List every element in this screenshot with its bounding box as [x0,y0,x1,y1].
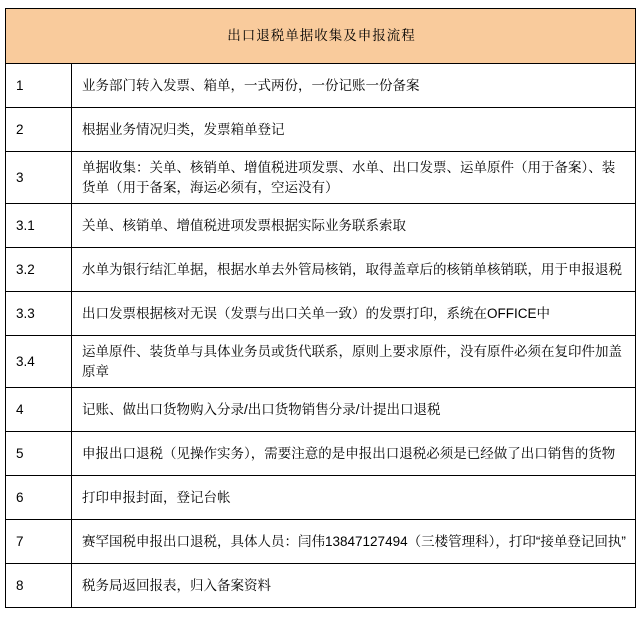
row-text: 申报出口退税（见操作实务），需要注意的是申报出口退税必须是已经做了出口销售的货物 [72,432,636,476]
table-row [6,64,636,108]
table-row [6,292,636,336]
table-row [6,432,636,476]
row-index: 3 [6,152,72,204]
table-row [6,336,636,388]
row-text: 赛罕国税申报出口退税，具体人员：闫伟13847127494（三楼管理科），打印“接单登记回执” [72,520,636,564]
row-text: 关单、核销单、增值税进项发票根据实际业务联系索取 [72,204,636,248]
document-title: 出口退税单据收集及申报流程 [6,9,636,64]
export-tax-refund-flow-table [5,8,636,608]
row-text: 水单为银行结汇单据，根据水单去外管局核销，取得盖章后的核销单核销联，用于申报退税 [72,248,636,292]
row-index: 3.1 [6,204,72,248]
row-text: 业务部门转入发票、箱单，一式两份，一份记账一份备案 [72,64,636,108]
table-row [6,108,636,152]
row-text: 单据收集：关单、核销单、增值税进项发票、水单、出口发票、运单原件（用于备案）、装货单（用于备案，海运必须有，空运没有） [72,152,636,204]
table-row [6,204,636,248]
row-text: 税务局返回报表，归入备案资料 [72,564,636,608]
row-index: 6 [6,476,72,520]
table-body [6,9,636,608]
row-index: 8 [6,564,72,608]
row-text: 运单原件、装货单与具体业务员或货代联系，原则上要求原件，没有原件必须在复印件加盖原章 [72,336,636,388]
row-index: 7 [6,520,72,564]
row-text: 出口发票根据核对无误（发票与出口关单一致）的发票打印，系统在OFFICE中 [72,292,636,336]
table-row [6,388,636,432]
row-index: 3.3 [6,292,72,336]
row-index: 2 [6,108,72,152]
table-row [6,564,636,608]
row-text: 根据业务情况归类，发票箱单登记 [72,108,636,152]
table-title-row [6,9,636,64]
row-index: 3.2 [6,248,72,292]
table-row [6,476,636,520]
row-index: 3.4 [6,336,72,388]
row-text: 记账、做出口货物购入分录/出口货物销售分录/计提出口退税 [72,388,636,432]
row-index: 4 [6,388,72,432]
table-row [6,152,636,204]
table-row [6,248,636,292]
row-text: 打印申报封面，登记台帐 [72,476,636,520]
row-index: 1 [6,64,72,108]
table-row [6,520,636,564]
row-index: 5 [6,432,72,476]
